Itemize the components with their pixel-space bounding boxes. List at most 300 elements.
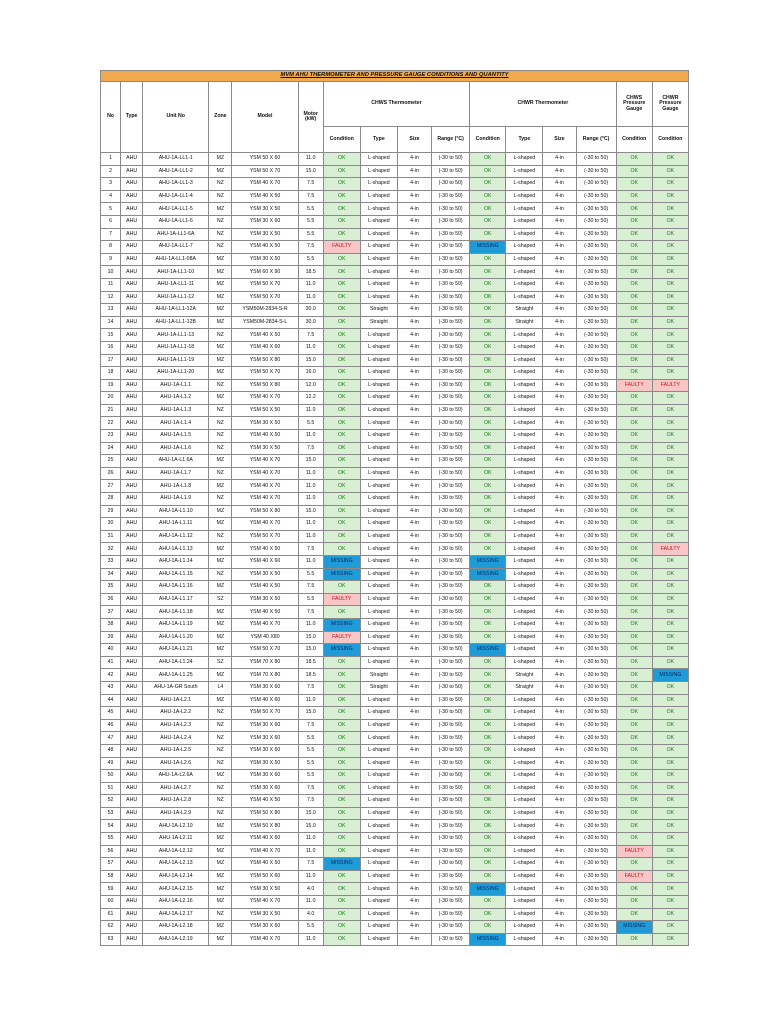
row-zone-cell: MZ [209, 770, 232, 783]
header-model: Model [232, 82, 298, 153]
chwr-condition-cell: OK [470, 518, 506, 531]
row-unit-no-cell: AHU-1A-LL1-1 [143, 153, 209, 166]
chws-condition-cell: OK [323, 606, 360, 619]
row-no-cell: 42 [101, 669, 121, 682]
chws-type-cell: L-shaped [360, 858, 397, 871]
row-zone-cell: MZ [209, 870, 232, 883]
chws-range-cell: (-30 to 50) [432, 694, 470, 707]
chws-condition-cell: OK [323, 757, 360, 770]
row-model-cell: YSM 40 X 70 [232, 845, 298, 858]
chwr-type-cell: L-shaped [506, 606, 543, 619]
row-no-cell: 1 [101, 153, 121, 166]
chws-condition-cell: MISSING [323, 618, 360, 631]
row-unit-no-cell: AHU-1A-L1.3 [143, 404, 209, 417]
row-no-cell: 21 [101, 404, 121, 417]
header-no: No [101, 82, 121, 153]
conditions-table [100, 70, 689, 946]
chwr-range-cell: (-30 to 50) [576, 417, 616, 430]
row-unit-no-cell: AHU-1A-L1.15 [143, 568, 209, 581]
row-unit-no-cell: AHU-1A-L1.1 [143, 379, 209, 392]
chwr-type-cell: L-shaped [506, 379, 543, 392]
table-row [101, 820, 689, 833]
row-no-cell: 10 [101, 266, 121, 279]
table-row [101, 178, 689, 191]
row-model-cell: YSM50M-2834-S-R [232, 304, 298, 317]
chwr-size-cell: 4-in [543, 807, 576, 820]
chwr-range-cell: (-30 to 50) [576, 896, 616, 909]
row-no-cell: 28 [101, 493, 121, 506]
chws-gauge-condition-cell: MISSING [616, 921, 652, 934]
chwr-condition-cell: OK [470, 732, 506, 745]
row-no-cell: 19 [101, 379, 121, 392]
chws-type-cell: Straight [360, 681, 397, 694]
table-row [101, 556, 689, 569]
chwr-condition-cell: MISSING [470, 556, 506, 569]
row-no-cell: 5 [101, 203, 121, 216]
row-model-cell: YSM 40 X 50 [232, 606, 298, 619]
chwr-size-cell: 4-in [543, 732, 576, 745]
row-motor-cell: 11.0 [298, 404, 323, 417]
chwr-type-cell: L-shaped [506, 833, 543, 846]
chwr-range-cell: (-30 to 50) [576, 153, 616, 166]
chwr-gauge-condition-cell: OK [652, 505, 688, 518]
table-row [101, 870, 689, 883]
row-type-cell: AHU [121, 278, 143, 291]
row-zone-cell: MZ [209, 354, 232, 367]
chws-type-cell: L-shaped [360, 719, 397, 732]
chws-gauge-condition-cell: OK [616, 329, 652, 342]
chwr-gauge-condition-cell: OK [652, 833, 688, 846]
chws-type-cell: L-shaped [360, 493, 397, 506]
chws-condition-cell: OK [323, 669, 360, 682]
chwr-size-cell: 4-in [543, 921, 576, 934]
table-row [101, 165, 689, 178]
row-zone-cell: NZ [209, 807, 232, 820]
chwr-range-cell: (-30 to 50) [576, 228, 616, 241]
row-model-cell: YSM 50 X 80 [232, 354, 298, 367]
row-type-cell: AHU [121, 241, 143, 254]
chwr-range-cell: (-30 to 50) [576, 505, 616, 518]
row-type-cell: AHU [121, 190, 143, 203]
chwr-range-cell: (-30 to 50) [576, 530, 616, 543]
row-type-cell: AHU [121, 681, 143, 694]
chws-condition-cell: OK [323, 921, 360, 934]
chws-gauge-condition-cell: OK [616, 354, 652, 367]
chwr-type-cell: L-shaped [506, 581, 543, 594]
table-row [101, 921, 689, 934]
row-model-cell: YSM 40 X 70 [232, 493, 298, 506]
chws-size-cell: 4-in [397, 858, 431, 871]
chws-range-cell: (-30 to 50) [432, 593, 470, 606]
row-type-cell: AHU [121, 618, 143, 631]
header-chws-size: Size [397, 127, 431, 153]
chws-condition-cell: OK [323, 480, 360, 493]
row-motor-cell: 11.0 [298, 493, 323, 506]
chws-range-cell: (-30 to 50) [432, 845, 470, 858]
row-no-cell: 46 [101, 719, 121, 732]
row-no-cell: 12 [101, 291, 121, 304]
row-type-cell: AHU [121, 266, 143, 279]
chws-type-cell: L-shaped [360, 820, 397, 833]
chwr-gauge-condition-cell: OK [652, 593, 688, 606]
chws-condition-cell: OK [323, 883, 360, 896]
table-row [101, 467, 689, 480]
chws-gauge-condition-cell: OK [616, 606, 652, 619]
chws-size-cell: 4-in [397, 782, 431, 795]
chws-gauge-condition-cell: FAULTY [616, 845, 652, 858]
chws-size-cell: 4-in [397, 883, 431, 896]
chwr-gauge-condition-cell: OK [652, 770, 688, 783]
table-row [101, 493, 689, 506]
row-unit-no-cell: AHU-1A-L1.2 [143, 392, 209, 405]
chws-size-cell: 4-in [397, 833, 431, 846]
chwr-condition-cell: OK [470, 493, 506, 506]
chwr-condition-cell: OK [470, 530, 506, 543]
chwr-gauge-condition-cell: OK [652, 581, 688, 594]
chws-type-cell: L-shaped [360, 807, 397, 820]
row-motor-cell: 7.5 [298, 858, 323, 871]
row-motor-cell: 11.0 [298, 291, 323, 304]
row-model-cell: YSM 50 X 80 [232, 379, 298, 392]
row-unit-no-cell: AHU-1A-L2.17 [143, 908, 209, 921]
row-model-cell: YSM 30 X 60 [232, 921, 298, 934]
chwr-range-cell: (-30 to 50) [576, 921, 616, 934]
row-zone-cell: MZ [209, 581, 232, 594]
row-type-cell: AHU [121, 430, 143, 443]
chws-range-cell: (-30 to 50) [432, 329, 470, 342]
chws-type-cell: L-shaped [360, 442, 397, 455]
chwr-gauge-condition-cell: OK [652, 404, 688, 417]
table-row [101, 732, 689, 745]
row-type-cell: AHU [121, 568, 143, 581]
chws-size-cell: 4-in [397, 845, 431, 858]
row-motor-cell: 5.5 [298, 215, 323, 228]
row-no-cell: 20 [101, 392, 121, 405]
chws-type-cell: L-shaped [360, 908, 397, 921]
row-motor-cell: 5.5 [298, 757, 323, 770]
row-no-cell: 13 [101, 304, 121, 317]
row-model-cell: YSM 30 X 50 [232, 442, 298, 455]
chws-size-cell: 4-in [397, 669, 431, 682]
chws-size-cell: 4-in [397, 933, 431, 946]
chwr-gauge-condition-cell: OK [652, 744, 688, 757]
chws-gauge-condition-cell: OK [616, 367, 652, 380]
table-row [101, 606, 689, 619]
chwr-size-cell: 4-in [543, 253, 576, 266]
table-row [101, 543, 689, 556]
row-model-cell: YSM 50 X 70 [232, 278, 298, 291]
row-unit-no-cell: AHU-1A-L2.19 [143, 933, 209, 946]
row-type-cell: AHU [121, 606, 143, 619]
row-zone-cell: MZ [209, 556, 232, 569]
table-row [101, 896, 689, 909]
row-unit-no-cell: AHU-1A-L1.10 [143, 505, 209, 518]
chwr-gauge-condition-cell: OK [652, 253, 688, 266]
chwr-range-cell: (-30 to 50) [576, 291, 616, 304]
row-no-cell: 36 [101, 593, 121, 606]
chws-condition-cell: MISSING [323, 858, 360, 871]
chwr-condition-cell: OK [470, 593, 506, 606]
chws-condition-cell: OK [323, 404, 360, 417]
table-row [101, 581, 689, 594]
table-row [101, 719, 689, 732]
chwr-size-cell: 4-in [543, 178, 576, 191]
table-row [101, 530, 689, 543]
chwr-range-cell: (-30 to 50) [576, 631, 616, 644]
chws-condition-cell: OK [323, 215, 360, 228]
chwr-size-cell: 4-in [543, 681, 576, 694]
chwr-range-cell: (-30 to 50) [576, 606, 616, 619]
chwr-size-cell: 4-in [543, 770, 576, 783]
chws-gauge-condition-cell: OK [616, 404, 652, 417]
chws-size-cell: 4-in [397, 732, 431, 745]
chwr-gauge-condition-cell: OK [652, 178, 688, 191]
chwr-size-cell: 4-in [543, 593, 576, 606]
chwr-size-cell: 4-in [543, 618, 576, 631]
chws-size-cell: 4-in [397, 341, 431, 354]
row-zone-cell: MZ [209, 253, 232, 266]
chwr-condition-cell: OK [470, 543, 506, 556]
row-model-cell: YSM 40 X 70 [232, 933, 298, 946]
chwr-size-cell: 4-in [543, 858, 576, 871]
chws-gauge-condition-cell: OK [616, 681, 652, 694]
chws-size-cell: 4-in [397, 505, 431, 518]
row-no-cell: 27 [101, 480, 121, 493]
chws-type-cell: L-shaped [360, 291, 397, 304]
row-model-cell: YSM 30 X 50 [232, 568, 298, 581]
row-unit-no-cell: AHU-1A-L1.6A [143, 455, 209, 468]
row-zone-cell: NZ [209, 707, 232, 720]
table-row [101, 593, 689, 606]
chwr-type-cell: L-shaped [506, 442, 543, 455]
chws-gauge-condition-cell: OK [616, 694, 652, 707]
chwr-range-cell: (-30 to 50) [576, 518, 616, 531]
chws-size-cell: 4-in [397, 404, 431, 417]
chwr-gauge-condition-cell: OK [652, 215, 688, 228]
chws-condition-cell: OK [323, 329, 360, 342]
chws-range-cell: (-30 to 50) [432, 757, 470, 770]
chws-type-cell: L-shaped [360, 543, 397, 556]
chwr-condition-cell: OK [470, 896, 506, 909]
chws-gauge-condition-cell: OK [616, 656, 652, 669]
chwr-type-cell: Straight [506, 316, 543, 329]
table-row [101, 253, 689, 266]
row-motor-cell: 7.5 [298, 329, 323, 342]
chws-range-cell: (-30 to 50) [432, 379, 470, 392]
chws-type-cell: L-shaped [360, 870, 397, 883]
chwr-type-cell: L-shaped [506, 367, 543, 380]
chws-type-cell: L-shaped [360, 518, 397, 531]
row-type-cell: AHU [121, 316, 143, 329]
chws-type-cell: L-shaped [360, 644, 397, 657]
row-zone-cell: NZ [209, 379, 232, 392]
chwr-gauge-condition-cell: OK [652, 870, 688, 883]
row-model-cell: YSM 30 X 60 [232, 681, 298, 694]
chwr-type-cell: L-shaped [506, 807, 543, 820]
chws-range-cell: (-30 to 50) [432, 341, 470, 354]
chwr-size-cell: 4-in [543, 480, 576, 493]
chwr-type-cell: L-shaped [506, 782, 543, 795]
row-zone-cell: NZ [209, 178, 232, 191]
chws-gauge-condition-cell: OK [616, 581, 652, 594]
chwr-size-cell: 4-in [543, 215, 576, 228]
chwr-condition-cell: OK [470, 480, 506, 493]
chws-type-cell: L-shaped [360, 480, 397, 493]
chws-condition-cell: OK [323, 505, 360, 518]
chwr-gauge-condition-cell: OK [652, 241, 688, 254]
chwr-type-cell: Straight [506, 681, 543, 694]
row-type-cell: AHU [121, 593, 143, 606]
table-row [101, 770, 689, 783]
table-row [101, 442, 689, 455]
chwr-size-cell: 4-in [543, 304, 576, 317]
chwr-condition-cell: OK [470, 354, 506, 367]
row-no-cell: 39 [101, 631, 121, 644]
row-type-cell: AHU [121, 669, 143, 682]
chwr-type-cell: L-shaped [506, 228, 543, 241]
row-motor-cell: 15.0 [298, 505, 323, 518]
row-model-cell: YSM 40 X 50 [232, 190, 298, 203]
chws-condition-cell: OK [323, 820, 360, 833]
row-zone-cell: NZ [209, 744, 232, 757]
chws-range-cell: (-30 to 50) [432, 215, 470, 228]
chwr-gauge-condition-cell: OK [652, 304, 688, 317]
chws-type-cell: L-shaped [360, 392, 397, 405]
chwr-condition-cell: OK [470, 921, 506, 934]
chwr-type-cell: L-shaped [506, 656, 543, 669]
row-type-cell: AHU [121, 165, 143, 178]
chws-size-cell: 4-in [397, 266, 431, 279]
row-type-cell: AHU [121, 354, 143, 367]
chws-gauge-condition-cell: OK [616, 644, 652, 657]
chws-gauge-condition-cell: OK [616, 190, 652, 203]
row-model-cell: YSM 30 X 50 [232, 883, 298, 896]
table-body [101, 153, 689, 946]
chws-condition-cell: OK [323, 707, 360, 720]
row-motor-cell: 18.5 [298, 656, 323, 669]
chws-type-cell: L-shaped [360, 417, 397, 430]
table-row [101, 228, 689, 241]
chws-size-cell: 4-in [397, 215, 431, 228]
chwr-gauge-condition-cell: OK [652, 455, 688, 468]
chws-range-cell: (-30 to 50) [432, 241, 470, 254]
chwr-size-cell: 4-in [543, 505, 576, 518]
row-no-cell: 11 [101, 278, 121, 291]
chwr-gauge-condition-cell: OK [652, 367, 688, 380]
row-no-cell: 40 [101, 644, 121, 657]
row-motor-cell: 11.0 [298, 341, 323, 354]
table-row [101, 644, 689, 657]
chws-gauge-condition-cell: OK [616, 165, 652, 178]
chwr-type-cell: L-shaped [506, 278, 543, 291]
row-zone-cell: MZ [209, 694, 232, 707]
chws-gauge-condition-cell: OK [616, 732, 652, 745]
row-model-cell: YSM 40 X 60 [232, 556, 298, 569]
chwr-type-cell: L-shaped [506, 618, 543, 631]
chwr-size-cell: 4-in [543, 883, 576, 896]
chwr-size-cell: 4-in [543, 291, 576, 304]
row-type-cell: AHU [121, 442, 143, 455]
chws-gauge-condition-cell: OK [616, 757, 652, 770]
chwr-range-cell: (-30 to 50) [576, 782, 616, 795]
table-row [101, 153, 689, 166]
chwr-condition-cell: OK [470, 858, 506, 871]
row-type-cell: AHU [121, 404, 143, 417]
row-no-cell: 53 [101, 807, 121, 820]
table-title: MVM AHU THERMOMETER AND PRESSURE GAUGE CONDITIONS AND QUANTITY [101, 71, 689, 82]
chwr-type-cell: L-shaped [506, 593, 543, 606]
chws-size-cell: 4-in [397, 681, 431, 694]
chws-type-cell: L-shaped [360, 404, 397, 417]
row-zone-cell: MZ [209, 845, 232, 858]
chws-range-cell: (-30 to 50) [432, 820, 470, 833]
chws-type-cell: L-shaped [360, 367, 397, 380]
row-no-cell: 2 [101, 165, 121, 178]
row-unit-no-cell: AHU-1A-L2.12 [143, 845, 209, 858]
chwr-range-cell: (-30 to 50) [576, 707, 616, 720]
chwr-gauge-condition-cell: OK [652, 883, 688, 896]
chws-condition-cell: OK [323, 770, 360, 783]
chwr-size-cell: 4-in [543, 719, 576, 732]
row-type-cell: AHU [121, 153, 143, 166]
chwr-type-cell: L-shaped [506, 392, 543, 405]
row-model-cell: YSM 40 X 50 [232, 543, 298, 556]
chws-gauge-condition-cell: OK [616, 455, 652, 468]
row-zone-cell: MZ [209, 669, 232, 682]
row-zone-cell: MZ [209, 858, 232, 871]
chwr-size-cell: 4-in [543, 354, 576, 367]
chwr-range-cell: (-30 to 50) [576, 681, 616, 694]
chws-condition-cell: OK [323, 278, 360, 291]
chwr-range-cell: (-30 to 50) [576, 178, 616, 191]
chwr-type-cell: Straight [506, 669, 543, 682]
row-type-cell: AHU [121, 367, 143, 380]
chws-gauge-condition-cell: FAULTY [616, 379, 652, 392]
chwr-type-cell: L-shaped [506, 883, 543, 896]
row-no-cell: 18 [101, 367, 121, 380]
chwr-type-cell: L-shaped [506, 404, 543, 417]
chwr-condition-cell: OK [470, 442, 506, 455]
chwr-range-cell: (-30 to 50) [576, 870, 616, 883]
chws-gauge-condition-cell: OK [616, 820, 652, 833]
row-type-cell: AHU [121, 644, 143, 657]
chws-range-cell: (-30 to 50) [432, 165, 470, 178]
row-motor-cell: 11.0 [298, 278, 323, 291]
row-zone-cell: NZ [209, 329, 232, 342]
row-unit-no-cell: AHU-1A-L1.6 [143, 442, 209, 455]
chwr-type-cell: L-shaped [506, 253, 543, 266]
chws-range-cell: (-30 to 50) [432, 732, 470, 745]
row-zone-cell: NZ [209, 782, 232, 795]
chwr-gauge-condition-cell: OK [652, 782, 688, 795]
row-unit-no-cell: AHU-1A-L1.9 [143, 493, 209, 506]
chwr-range-cell: (-30 to 50) [576, 329, 616, 342]
chwr-size-cell: 4-in [543, 845, 576, 858]
row-no-cell: 45 [101, 707, 121, 720]
chws-range-cell: (-30 to 50) [432, 467, 470, 480]
row-unit-no-cell: AHU-1A-L2.6A [143, 770, 209, 783]
row-type-cell: AHU [121, 770, 143, 783]
chws-type-cell: L-shaped [360, 430, 397, 443]
row-model-cell: YSM 40 X 70 [232, 467, 298, 480]
row-no-cell: 9 [101, 253, 121, 266]
chws-size-cell: 4-in [397, 820, 431, 833]
chws-size-cell: 4-in [397, 719, 431, 732]
chws-range-cell: (-30 to 50) [432, 921, 470, 934]
row-zone-cell: MZ [209, 618, 232, 631]
row-zone-cell: MZ [209, 505, 232, 518]
chws-condition-cell: FAULTY [323, 241, 360, 254]
